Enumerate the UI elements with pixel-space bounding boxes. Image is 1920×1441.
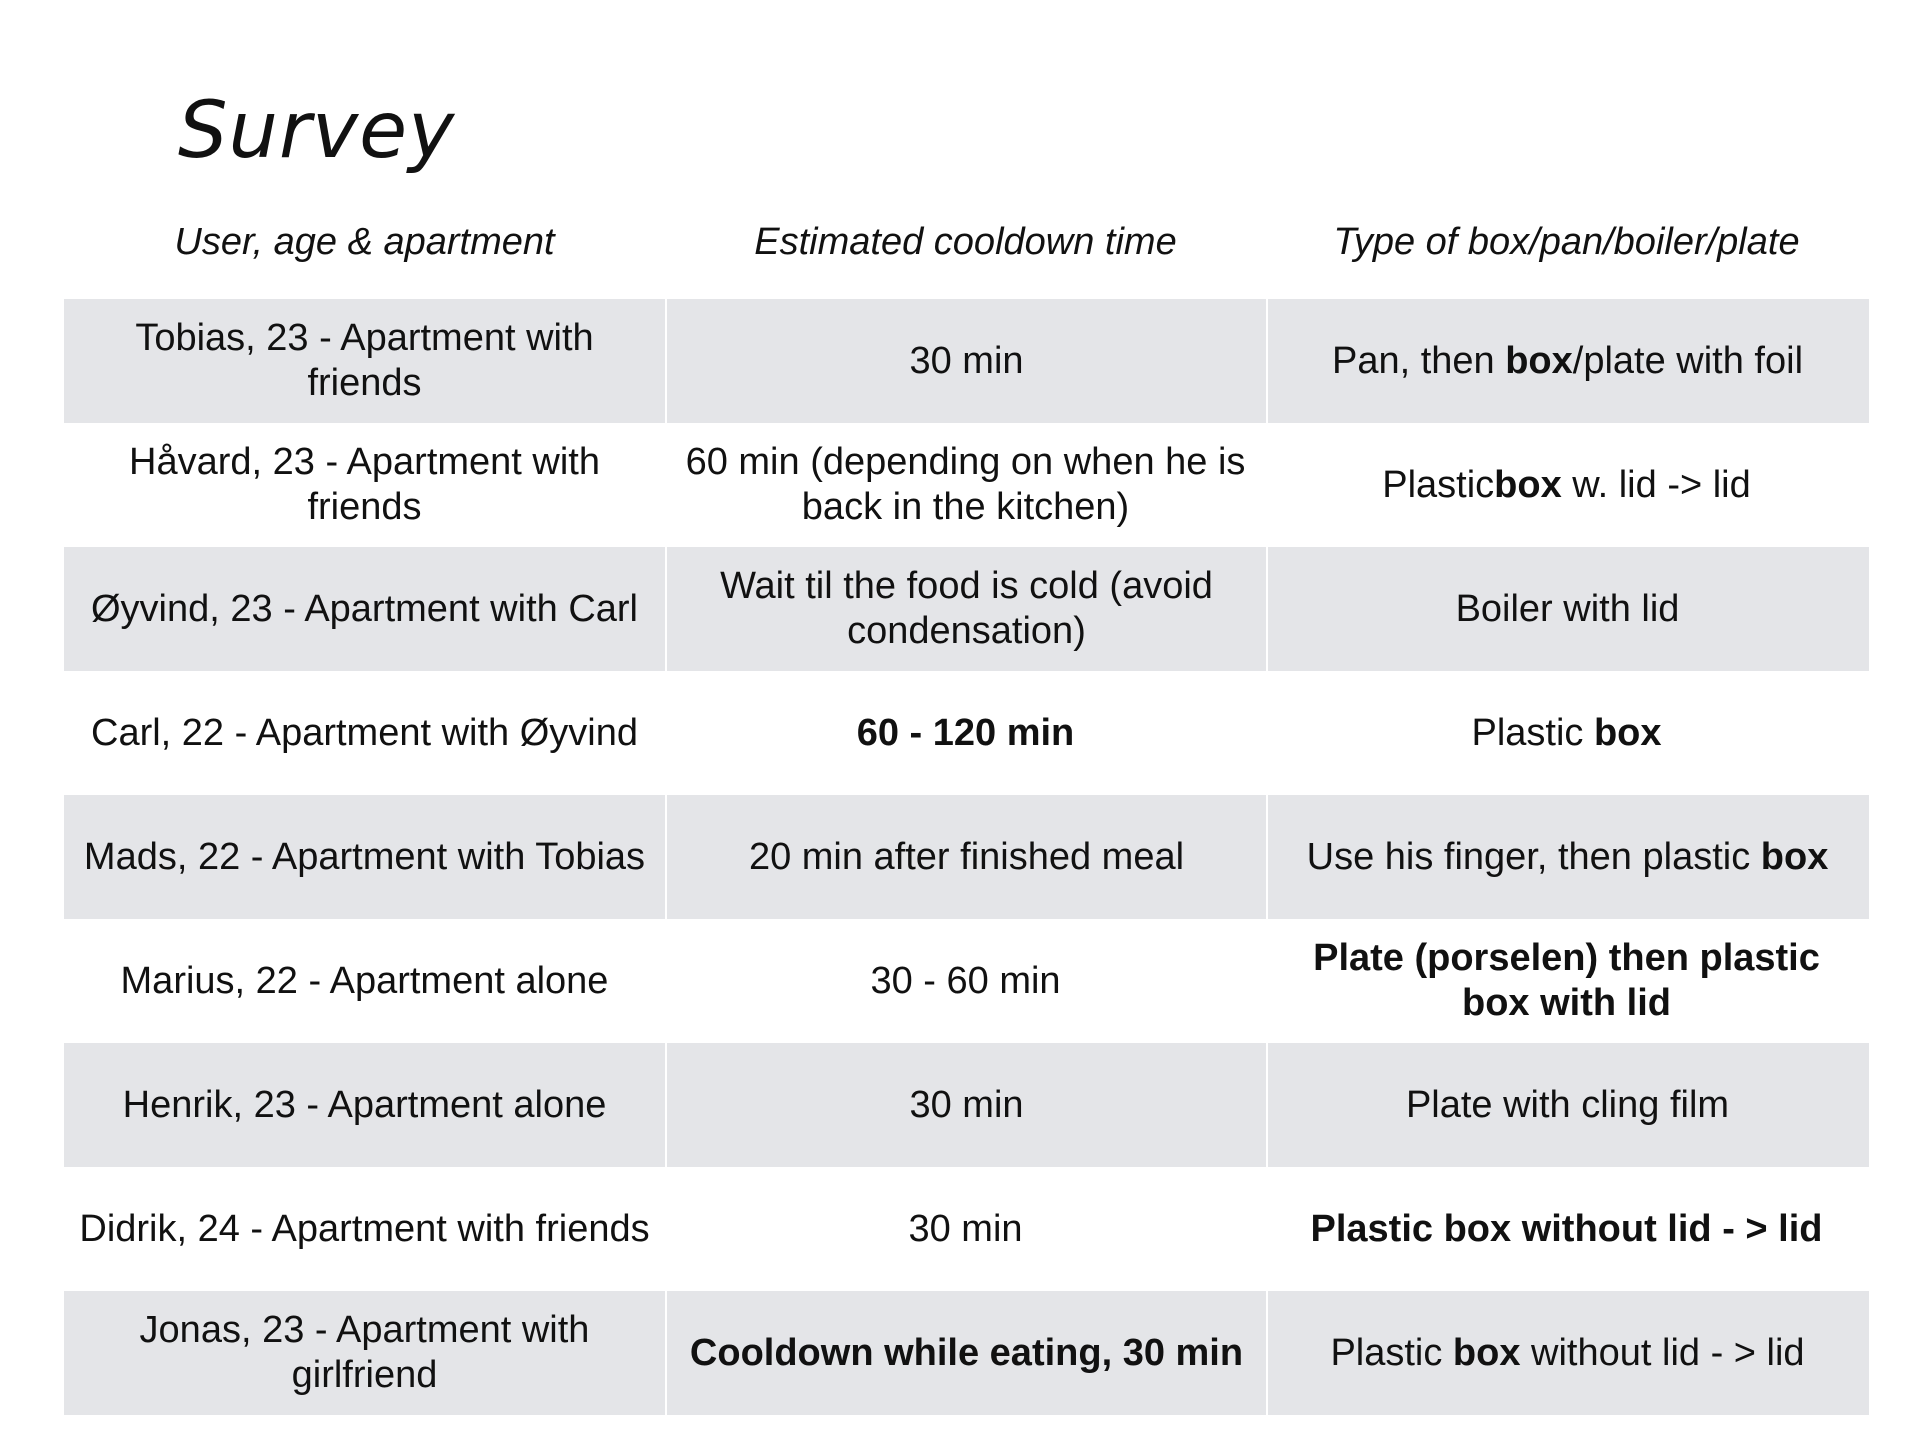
cell-cooldown-time: Wait til the food is cold (avoid condensation) <box>665 547 1266 671</box>
cell-cooldown-time: 30 min <box>665 1043 1266 1167</box>
cell-user: Marius, 22 - Apartment alone <box>120 959 609 1002</box>
survey-table <box>64 299 1869 1415</box>
table-row <box>64 795 1869 919</box>
cell-cooldown-time: 30 min <box>665 299 1266 423</box>
cell-container-type <box>1266 1291 1867 1415</box>
cell-user: Carl, 22 - Apartment with Øyvind <box>91 711 638 754</box>
text-segment: Plastic <box>1471 711 1594 754</box>
emphasis-text: box <box>1760 835 1829 878</box>
cell-container-type <box>1266 1167 1867 1291</box>
cell-cooldown-time: 60 - 120 min <box>856 711 1075 754</box>
text-segment: w. lid -> lid <box>1561 463 1751 506</box>
cell-container-type-text <box>1276 936 1857 1026</box>
cell-cooldown-time: 30 min <box>908 1207 1023 1250</box>
emphasis-text: box <box>1593 711 1662 754</box>
cell-container-type-text <box>1332 339 1803 384</box>
cell-container-type <box>1266 423 1867 547</box>
cell-cooldown-time: 30 - 60 min <box>870 959 1061 1002</box>
cell-user: Øyvind, 23 - Apartment with Carl <box>91 587 638 630</box>
table-row <box>64 671 1869 795</box>
column-header-cooldown-time: Estimated cooldown time <box>754 221 1177 263</box>
table-row <box>64 919 1869 1043</box>
text-segment: /plate with foil <box>1572 339 1804 382</box>
cell-cooldown-time: 20 min after finished meal <box>665 795 1266 919</box>
emphasis-text: Plate (porselen) then plastic box with lid <box>1313 937 1820 1024</box>
emphasis-text: Plastic box without lid - > lid <box>1310 1207 1823 1250</box>
cell-cooldown-time: Cooldown while eating, 30 min <box>665 1291 1266 1415</box>
cell-container-type-text <box>1307 835 1829 880</box>
column-header-user: User, age & apartment <box>174 221 555 263</box>
cell-container-type <box>1266 919 1867 1043</box>
cell-cooldown-time: 60 min (depending on when he is back in the kitchen) <box>685 441 1246 528</box>
text-segment: Use his finger, then plastic <box>1306 835 1761 878</box>
text-segment: without lid - > lid <box>1520 1331 1805 1374</box>
table-header <box>64 212 1869 272</box>
text-segment: Boiler with lid <box>1455 587 1680 630</box>
table-row <box>64 1043 1869 1167</box>
table-row <box>64 1167 1869 1291</box>
column-header-container-type: Type of box/pan/boiler/plate <box>1333 221 1800 263</box>
cell-user: Mads, 22 - Apartment with Tobias <box>83 835 646 878</box>
cell-container-type <box>1266 547 1867 671</box>
cell-container-type <box>1266 1043 1867 1167</box>
cell-container-type-text <box>1406 1083 1729 1128</box>
text-segment: Plastic <box>1330 1331 1453 1374</box>
text-segment: Plastic <box>1382 463 1495 506</box>
cell-container-type <box>1266 795 1867 919</box>
table-row <box>64 299 1869 423</box>
emphasis-text: box <box>1505 339 1573 382</box>
table-row <box>64 423 1869 547</box>
cell-container-type-text <box>1382 463 1751 508</box>
cell-container-type <box>1266 671 1867 795</box>
cell-container-type-text <box>1471 711 1661 756</box>
text-segment: Pan, then <box>1331 339 1506 382</box>
cell-user: Jonas, 23 - Apartment with girlfriend <box>139 1309 590 1396</box>
cell-user: Tobias, 23 - Apartment with friends <box>135 317 594 404</box>
cell-user: Henrik, 23 - Apartment alone <box>122 1083 607 1126</box>
cell-user: Håvard, 23 - Apartment with friends <box>129 441 600 528</box>
emphasis-text: box <box>1494 463 1562 506</box>
cell-container-type-text <box>1456 587 1680 632</box>
text-segment: Plate with cling film <box>1405 1083 1730 1126</box>
page-title: Survey <box>178 86 456 176</box>
cell-user: Didrik, 24 - Apartment with friends <box>79 1207 650 1250</box>
cell-container-type-text <box>1330 1331 1804 1376</box>
emphasis-text: box <box>1452 1331 1521 1374</box>
cell-container-type-text <box>1311 1207 1823 1252</box>
cell-container-type <box>1266 299 1867 423</box>
table-row <box>64 547 1869 671</box>
table-row <box>64 1291 1869 1415</box>
